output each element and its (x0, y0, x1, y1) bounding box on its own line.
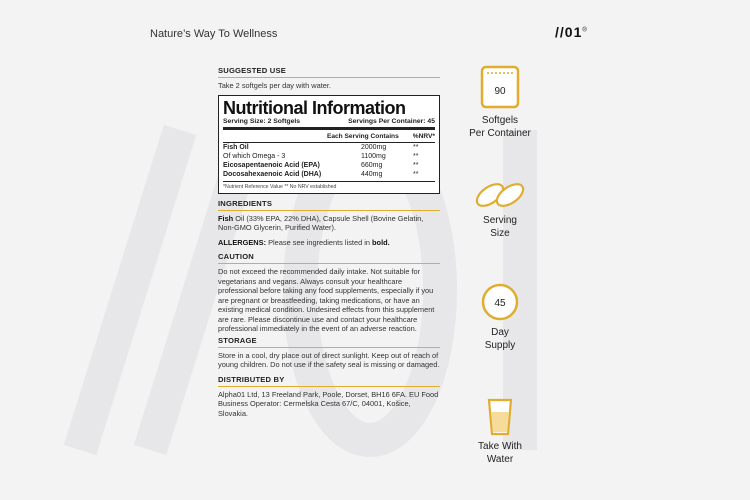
tagline: Nature’s Way To Wellness (150, 28, 278, 40)
feature-label: Day Supply (484, 327, 516, 351)
servings-per-container: Servings Per Container: 45 (348, 117, 435, 125)
nutrition-table (218, 95, 440, 194)
supply-number: 45 (494, 298, 506, 309)
storage-title: STORAGE (218, 336, 440, 348)
distributed-text: Alpha01 Ltd, 13 Freeland Park, Poole, Dorset, BH16 6FA. EU Food Business Operator: Cermelska Cesta 67/C, 04001, Košice, Slovakia. (218, 389, 439, 418)
nutrition-row: Docosahexaenoic Acid (DHA) 440mg ** (223, 170, 419, 178)
nutrition-footnote: *Nutrient Reference Value ** No NRV established (223, 181, 435, 190)
storage-text: Store in a cool, dry place out of direct sunlight. Keep out of reach of young children. Do not use if the safety seal is missing or damaged. (218, 350, 440, 369)
caution-title: CAUTION (218, 252, 440, 264)
serving-size: Serving Size: 2 Softgels (223, 117, 301, 125)
nutrition-serving-line (223, 118, 435, 130)
suggested-use-title: SUGGESTED USE (218, 66, 440, 78)
feature-label: Take With Water (478, 441, 522, 465)
nutrition-row: Fish Oil 2000mg ** (223, 143, 419, 151)
calendar-icon (480, 282, 520, 322)
feature-day-supply (460, 282, 540, 352)
caution-text: Do not exceed the recommended daily intake. Not suitable for vegetarians and vegans. Always consult your healthcare professional before taking any food supplements, especially if you are pregnant or breastfeeding, taking medications, or have an existing medical condition. Undesired effects from this supplement are rare. Please discontinue use and contact your healthcare professional immediately in the event of an adverse reaction. (218, 267, 435, 333)
suggested-use-text: Take 2 softgels per day with water. (218, 81, 331, 90)
nutrition-header (223, 130, 435, 143)
distributed-title: DISTRIBUTED BY (218, 375, 440, 387)
col-nrv: %NRV* (412, 132, 435, 140)
softgels-icon (473, 180, 527, 210)
feature-softgels-per-container (460, 64, 540, 140)
pouch-number: 90 (494, 86, 506, 97)
label-text-column (218, 66, 440, 418)
nutrition-title: Nutritional Information (223, 97, 406, 118)
pouch-icon (479, 64, 521, 110)
feature-label: Softgels Per Container (469, 115, 531, 139)
ingredients-text: Fish Oil (33% EPA, 22% DHA), Capsule Shell (Bovine Gelatin, Non-GMO Glycerin, Purified Water). (218, 213, 424, 232)
allergens-text: ALLERGENS: Please see ingredients listed in bold. (218, 237, 390, 247)
feature-serving-size (460, 180, 540, 240)
water-glass-icon (486, 398, 514, 436)
ingredients-title: INGREDIENTS (218, 199, 440, 211)
col-contains: Each Serving Contains (326, 132, 399, 140)
feature-take-with-water (460, 398, 540, 466)
nutrition-row: Of which Omega - 3 1100mg ** (223, 152, 419, 160)
brand-logo: //01® (555, 24, 588, 40)
nutrition-row: Eicosapentaenoic Acid (EPA) 660mg ** (223, 161, 419, 169)
feature-label: Serving Size (483, 215, 517, 239)
